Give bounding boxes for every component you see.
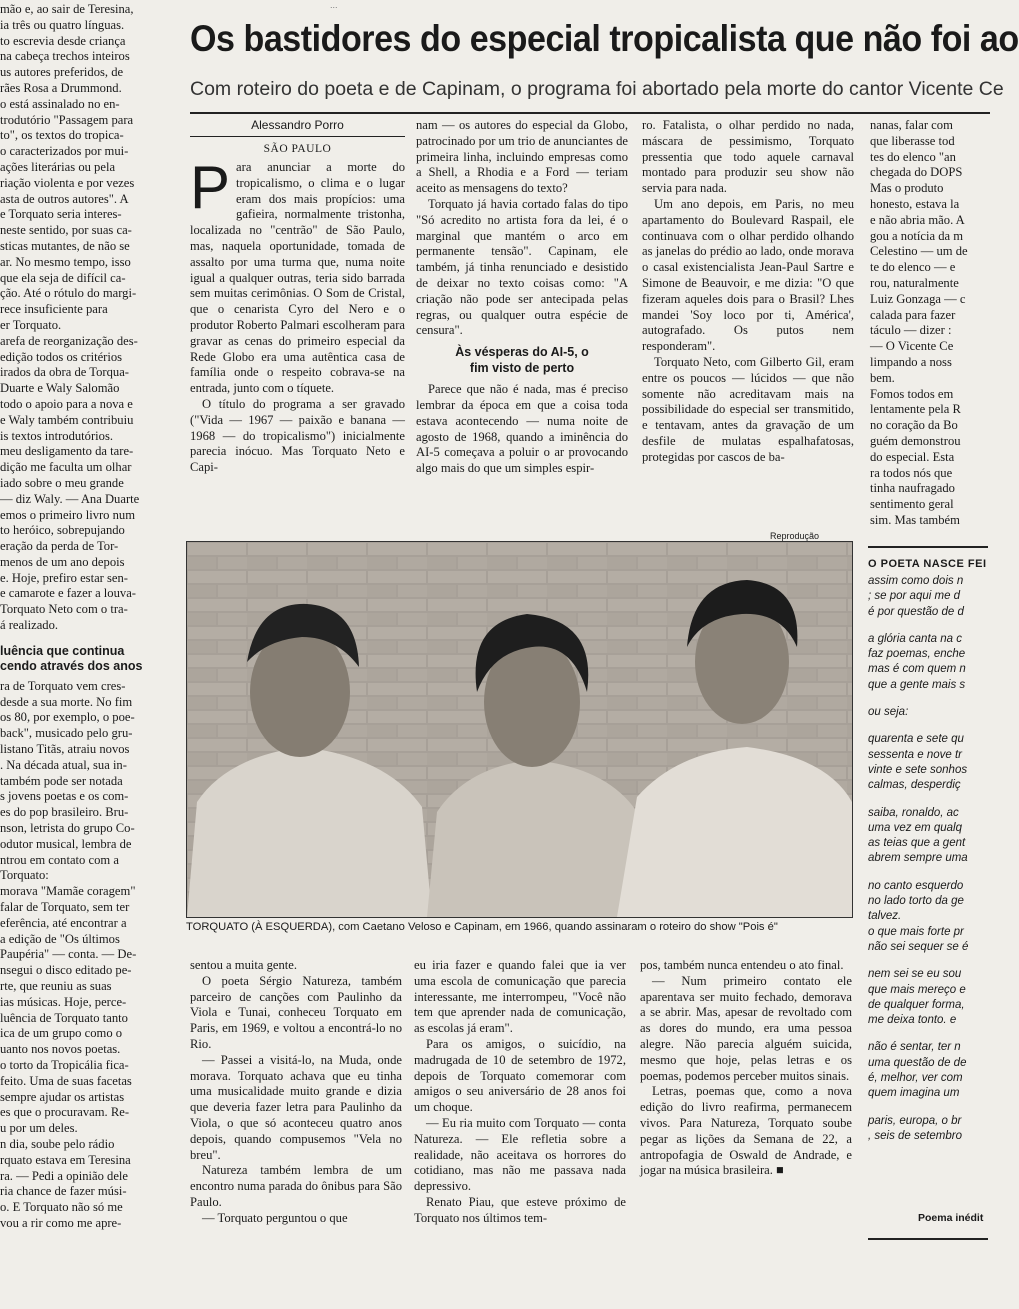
- poem-note: Poema inédit: [918, 1212, 984, 1224]
- article-paragraph: Torquato já havia cortado falas do tipo "Só acredito no artista fora da lei, é o marginal que mantém o arco em permanente tensão". Capinam, ele também, já tinha renunciado e desistido de deixar no texto coisas como: "A criação não pode ser antecipada pelas regras, ou qualquer outra espécie de censura".: [416, 196, 628, 338]
- text-line: rães Rosa a Drummond.: [0, 80, 122, 95]
- text-line: back", musicado pelo gru-: [0, 726, 133, 741]
- photo-credit: Reprodução: [770, 531, 820, 541]
- stanza-gap: [868, 794, 988, 806]
- article-column-bottom-1: [190, 958, 402, 1227]
- poem-line: talvez.: [868, 910, 902, 923]
- text-line: desde a sua morte. No fim: [0, 694, 133, 709]
- text-line: Luiz Gonzaga — c: [870, 291, 966, 306]
- text-line: es do pop brasileiro. Bru-: [0, 805, 129, 820]
- article-paragraph: Um ano depois, em Paris, no meu apartamento do Boulevard Raspail, ele continuava com o olhar perdido olhando as janelas do prédio ao lado, onde morava o casal existencialista Jean-Paul Sartre e Simone de Beauvoir, e me dizia: "O que fizeram aqueles dois para o Brasil? Lhes mandei 'Soy loco por ti, América', autografado. Os putos nem responderam".: [642, 196, 854, 354]
- masthead-fragment: ...: [330, 0, 338, 10]
- poem-line: no lado torto da ge: [868, 895, 964, 908]
- text-line: Duarte e Waly Salomão: [0, 381, 120, 396]
- text-line: falar de Torquato, sem ter: [0, 900, 130, 915]
- text-line: emos o primeiro livro num: [0, 507, 136, 522]
- text-line: táculo — dizer :: [870, 323, 952, 338]
- text-line: que ela seja de difícil ca-: [0, 270, 126, 285]
- article-column-bottom-3: [640, 958, 852, 1179]
- stanza-gap: [868, 693, 988, 705]
- poem-line: é por questão de d: [868, 605, 964, 618]
- text-line: bem.: [870, 370, 895, 385]
- poem-line: ou seja:: [868, 706, 909, 719]
- text-line: nsegui o disco editado pe-: [0, 963, 132, 978]
- text-line: . Na década atual, sua in-: [0, 757, 127, 772]
- article-paragraph: Natureza também lembra de um encontro numa parada do ônibus para São Paulo.: [190, 1163, 402, 1209]
- lede-text: ara anunciar a morte do tropicalismo, o clima e o lugar eram dos mais propícios: uma gafieira, normalmente tristonha, localizada no "centrão" de São Paulo, mas, naquela oportunidade, tomada de assalto por uma turma que, numa noite igual a qualquer outras, teria sido barrada sem muitas cerimônias. O Som de Cristal, que o cenarista Cyro del Nero e o produtor Roberto Palmari escolheram para gravar as cenas do primeiro especial da Rede Globo era uma autêntica casa de família onde o respeito cobrava-se na entrada, junto com o tíquete.: [190, 160, 405, 396]
- text-line: nson, letrista do grupo Co-: [0, 821, 135, 836]
- text-line: ra de Torquato vem cres-: [0, 678, 126, 693]
- article-paragraph: — Torquato perguntou o que: [202, 1210, 348, 1225]
- poem-line: a glória canta na c: [868, 632, 962, 645]
- article-column-1: [190, 154, 405, 476]
- text-line: ra todos nós que: [870, 465, 953, 480]
- poem-line: quem imagina um: [868, 1087, 960, 1100]
- text-line: nanas, falar com: [870, 118, 953, 132]
- text-line: os 80, por exemplo, o poe-: [0, 710, 135, 725]
- text-line: e. Hoje, prefiro estar sen-: [0, 570, 128, 585]
- text-line: Paupéria" — conta. — De-: [0, 947, 137, 962]
- text-line: Torquato Neto com o tra-: [0, 602, 128, 617]
- article-paragraph: Para os amigos, o suicídio, na madrugada de 10 de setembro de 1972, depois de Torquato comemorar com amigos o seu aniversário de 28 anos foi um choque.: [414, 1036, 626, 1115]
- text-line: Celestino — um de: [870, 244, 968, 259]
- text-line: sim. Mas também: [870, 512, 960, 527]
- article-paragraph: ro. Fatalista, o olhar perdido no nada, máscara de pessimismo, Torquato pressentia que todo aquele carnaval montado para produzir seu show não servia para nada.: [642, 118, 854, 196]
- text-line: edição todos os critérios: [0, 349, 123, 364]
- stanza-gap: [868, 867, 988, 879]
- text-line: to escrevia desde criança: [0, 33, 126, 48]
- stanza-gap: [868, 720, 988, 732]
- text-line: dição me faculta um olhar: [0, 460, 132, 475]
- text-line: chegada do DOPS: [870, 165, 963, 180]
- subheading-line: fim visto de perto: [469, 360, 575, 375]
- text-line: rece insuficiente para: [0, 302, 108, 317]
- subheading-line: Às vésperas do AI-5, o: [455, 345, 589, 360]
- article-column-4: [870, 118, 990, 529]
- text-line: tes do elenco "an: [870, 149, 956, 164]
- poem-line: uma questão de de: [868, 1056, 967, 1069]
- text-line: te do elenco — e: [870, 260, 956, 275]
- headline: Os bastidores do especial tropicalista que não foi ao: [190, 18, 1019, 59]
- text-line: is textos introdutórios.: [0, 428, 113, 443]
- text-line: no coração da Bo: [870, 418, 958, 433]
- poem-line: faz poemas, enche: [868, 648, 966, 661]
- text-line: e Waly também contribuiu: [0, 412, 134, 427]
- text-line: es que o procuravam. Re-: [0, 1105, 130, 1120]
- article-paragraph: sentou a muita gente.: [190, 958, 298, 972]
- text-line: n dia, soube pelo rádio: [0, 1136, 115, 1151]
- poem-line: sessenta e nove tr: [868, 748, 962, 761]
- article-column-bottom-2: [414, 958, 626, 1227]
- text-line: o caracterizados por mui-: [0, 144, 129, 159]
- poem-line: mas é com quem n: [868, 663, 966, 676]
- text-line: e Torquato seria interes-: [0, 207, 122, 222]
- text-line: rquato estava em Teresina: [0, 1152, 131, 1167]
- poem-line: paris, europa, o br: [868, 1114, 962, 1127]
- text-line: meu desligamento da tare-: [0, 444, 134, 459]
- text-line: trodutório "Passagem para: [0, 112, 134, 127]
- poem-line: uma vez em qualq: [868, 821, 962, 834]
- article-paragraph: Torquato Neto, com Gilberto Gil, eram entre os poucos — lúcidos — que não somente não acreditavam mais na possibilidade do especial ser transmitido, e tentavam, antes da gravação de um desfile de mulatas espalhafatosas, protegidas por cascos de ba-: [642, 354, 854, 464]
- article-paragraph: — Eu ria muito com Torquato — conta Natureza. — Ele refletia sobre a realidade, não aceitava os horrores do cotidiano, mas não me passava nada depressivo.: [414, 1115, 626, 1194]
- photo-torquato-caetano-capinam: [186, 541, 853, 918]
- text-line: ria chance de fazer músi-: [0, 1184, 127, 1199]
- article-paragraph: pos, também nunca entendeu o ato final.: [640, 958, 844, 972]
- text-line: a edição de "Os últimos: [0, 931, 120, 946]
- text-line: s jovens poetas e os com-: [0, 789, 129, 804]
- stanza-gap: [868, 955, 988, 967]
- poem-bottom-rule: [868, 1238, 988, 1240]
- stanza-gap: [868, 620, 988, 632]
- text-line: ias músicas. Hoje, perce-: [0, 994, 127, 1009]
- text-line: lentamente pela R: [870, 402, 961, 417]
- text-line: e não abria mão. A: [870, 212, 965, 227]
- text-line: neste sentido, por suas ca-: [0, 223, 132, 238]
- poem-title: O POETA NASCE FEI: [868, 558, 987, 570]
- text-line: ia três ou quatro línguas.: [0, 17, 125, 32]
- text-line: do especial. Esta: [870, 449, 955, 464]
- poem-line: nem sei se eu sou: [868, 968, 962, 981]
- byline: [190, 118, 405, 155]
- text-line: ra. — Pedi a opinião dele: [0, 1168, 128, 1183]
- text-line: guém demonstrou: [870, 433, 961, 448]
- poem-line: me deixa tonto. e: [868, 1014, 957, 1027]
- poem-line: é, melhor, ver com: [868, 1072, 963, 1085]
- article-column-3: [642, 118, 854, 466]
- poem-line: não é sentar, ter n: [868, 1041, 961, 1054]
- text-line: luência de Torquato tanto: [0, 1010, 128, 1025]
- poem-line: assim como dois n: [868, 575, 964, 587]
- article-paragraph: — Passei a visitá-lo, na Muda, onde morava. Torquato achava que eu tinha uma musicalidade muito grande e dizia que deveria fazer letra para Paulinho da Viola, o que só aconteceu quatro anos depois, quando compusemos "Vela no breu".: [190, 1052, 402, 1162]
- text-line: Mas o produto: [870, 181, 944, 196]
- poem-line: abrem sempre uma: [868, 852, 968, 865]
- poem-line: no canto esquerdo: [868, 879, 964, 892]
- text-line: irados da obra de Torqua-: [0, 365, 129, 380]
- text-line: mão e, ao sair de Teresina,: [0, 2, 134, 16]
- byline-place: SÃO PAULO: [263, 143, 332, 155]
- text-line: gou a notícia da m: [870, 228, 964, 243]
- text-line: er Torquato.: [0, 317, 62, 332]
- text-line: que liberasse tod: [870, 133, 955, 148]
- poem-line: não sei sequer se é: [868, 940, 969, 953]
- text-line: asta de outros autores". A: [0, 191, 129, 206]
- drop-cap: P: [190, 154, 231, 221]
- text-line: calada para fazer: [870, 307, 956, 322]
- poem-line: de qualquer forma,: [868, 998, 965, 1011]
- article-paragraph: Letras, poemas que, como a nova edição do livro reafirma, permanecem vivos. Para Natureza, Torquato soube pegar as lições da Semana de 22, a antropofagia de Oswald de Andrade, e jogar na música brasileira. ■: [640, 1084, 852, 1178]
- text-line: o torto da Tropicália fica-: [0, 1058, 129, 1072]
- text-line: o está assinalado no en-: [0, 96, 120, 111]
- text-line: e camarote e fazer a louva-: [0, 586, 136, 601]
- poem-line: , seis de setembro: [868, 1129, 962, 1142]
- deck-rule: [190, 112, 990, 114]
- stanza-gap: [868, 1102, 988, 1114]
- text-line: todo o apoio para a nova e: [0, 396, 133, 411]
- poem-line: quarenta e sete qu: [868, 733, 964, 746]
- poem-line: as teias que a gent: [868, 837, 966, 850]
- article-paragraph: O poeta Sérgio Natureza, também parceiro de canções com Paulinho da Viola e Tunai, conheceu Torquato em Paris, em 1969, e voltou a encontrá-lo no Rio.: [190, 973, 402, 1051]
- poem-top-rule: [868, 546, 988, 548]
- photo-caption: TORQUATO (À ESQUERDA), com Caetano Veloso e Capinam, em 1966, quando assinaram o roteiro do show "Pois é": [186, 921, 778, 933]
- text-line: ações literárias ou pela: [0, 159, 116, 174]
- text-line: — O Vicente Ce: [870, 339, 954, 354]
- poem-box: [868, 558, 988, 1144]
- text-line: tinha naufragado: [870, 481, 955, 496]
- poem-line: calmas, desperdiç: [868, 779, 961, 792]
- subheading-line: luência que continua: [0, 643, 125, 658]
- text-line: ica de um grupo como o: [0, 1026, 123, 1041]
- text-line: rte, que reuniu as suas: [0, 979, 112, 994]
- article-paragraph: nam — os autores do especial da Globo, patrocinado por um trio de anunciantes de primeira linha, incluindo empresas como a Shell, a Rhodia e a Ford — teriam aceito as mensagens do texto?: [416, 118, 628, 196]
- article-paragraph: Parece que não é nada, mas é preciso lembrar da época em que a coisa toda estava acontecendo — numa noite de agosto de 1968, quando a iminência do AI-5 começava a poluir o ar provocando algo mais do que um simples espir-: [416, 382, 628, 476]
- text-line: honesto, estava la: [870, 196, 960, 211]
- text-line: também pode ser notada: [0, 773, 123, 788]
- subheading-ai5: [416, 345, 628, 376]
- text-line: u por um deles.: [0, 1121, 78, 1136]
- article-paragraph: — Num primeiro contato ele aparentava ser muito fechado, demorava a se abrir. Mas, apesar de revoltado com as dores do mundo, era uma pessoa alegre. Não parecia alguém suicida, mesmo que hoje, pelas letras e os poemas, podemos perceber muitos sinais.: [640, 973, 852, 1083]
- text-line: á realizado.: [0, 618, 59, 633]
- photo-illustration: [187, 542, 852, 917]
- poem-line: que mais mereço e: [868, 983, 966, 996]
- text-line: odutor musical, lembra de: [0, 836, 132, 851]
- subheading-line: cendo através dos anos: [0, 659, 143, 674]
- byline-author: Alessandro Porro: [251, 118, 344, 132]
- article-paragraph: eu iria fazer e quando falei que ia ver uma escola de comunicação que parecia interessante, me interrompeu, "Você não tem que aprender nada de comunicação, as escolas já eram".: [414, 958, 626, 1036]
- left-column: [0, 2, 168, 1232]
- text-line: — diz Waly. — Ana Duarte: [0, 491, 140, 506]
- text-line: o. E Torquato não só me: [0, 1200, 123, 1215]
- spacer: [0, 634, 168, 644]
- text-line: menos de um ano depois: [0, 554, 125, 569]
- poem-lines: [868, 570, 988, 1144]
- text-line: vou a rir como me apre-: [0, 1215, 122, 1230]
- text-line: iado sobre o meu grande: [0, 475, 124, 490]
- article-paragraph: Renato Piau, que esteve próximo de Torquato nos últimos tem-: [414, 1194, 626, 1225]
- poem-line: ; se por aqui me d: [868, 590, 961, 603]
- text-line: na cabeça trechos inteiros: [0, 49, 130, 64]
- text-line: to heróico, sobrepujando: [0, 523, 125, 538]
- lede-paragraph: [190, 154, 405, 397]
- text-line: rou, naturalmente: [870, 275, 959, 290]
- text-line: listano Titãs, atraiu novos: [0, 742, 130, 757]
- byline-rule: [190, 136, 405, 137]
- text-line: uanto nos novos poetas.: [0, 1042, 121, 1057]
- text-line: Fomos todos em: [870, 386, 954, 401]
- poem-line: que a gente mais s: [868, 678, 966, 691]
- text-line: riação violenta e por vezes: [0, 175, 135, 190]
- text-line: sempre ajudar os artistas: [0, 1089, 125, 1104]
- deck: Com roteiro do poeta e de Capinam, o programa foi abortado pela morte do cantor Vicente Ce: [190, 78, 1004, 100]
- text-line: feito. Uma de suas facetas: [0, 1073, 132, 1088]
- article-paragraph: O título do programa a ser gravado ("Vida — 1967 — paixão e banana — 1968 — do tropicalismo") inicialmente parecia inócuo. Mas Torquato Neto e Capi-: [190, 396, 405, 475]
- poem-line: o que mais forte pr: [868, 925, 964, 938]
- text-line: to", os textos do tropica-: [0, 128, 124, 143]
- text-line: limpando a noss: [870, 354, 952, 369]
- text-line: morava "Mamãe coragem": [0, 884, 136, 899]
- text-line: ção. Até o rótulo do margi-: [0, 286, 137, 301]
- text-line: arefa de reorganização des-: [0, 333, 138, 348]
- poem-line: saiba, ronaldo, ac: [868, 806, 959, 819]
- text-line: ntrou em contato com a: [0, 852, 119, 867]
- text-line: us autores preferidos, de: [0, 65, 124, 80]
- poem-line: vinte e sete sonhos: [868, 763, 968, 776]
- text-line: sticas mutantes, de não se: [0, 238, 130, 253]
- article-column-2: [416, 118, 628, 477]
- text-line: eração da perda de Tor-: [0, 539, 119, 554]
- text-line: eferência, até encontrar a: [0, 915, 127, 930]
- stanza-gap: [868, 1028, 988, 1040]
- text-line: Torquato:: [0, 868, 49, 883]
- text-line: ar. No mesmo tempo, isso: [0, 254, 131, 269]
- text-line: sentimento geral: [870, 497, 954, 512]
